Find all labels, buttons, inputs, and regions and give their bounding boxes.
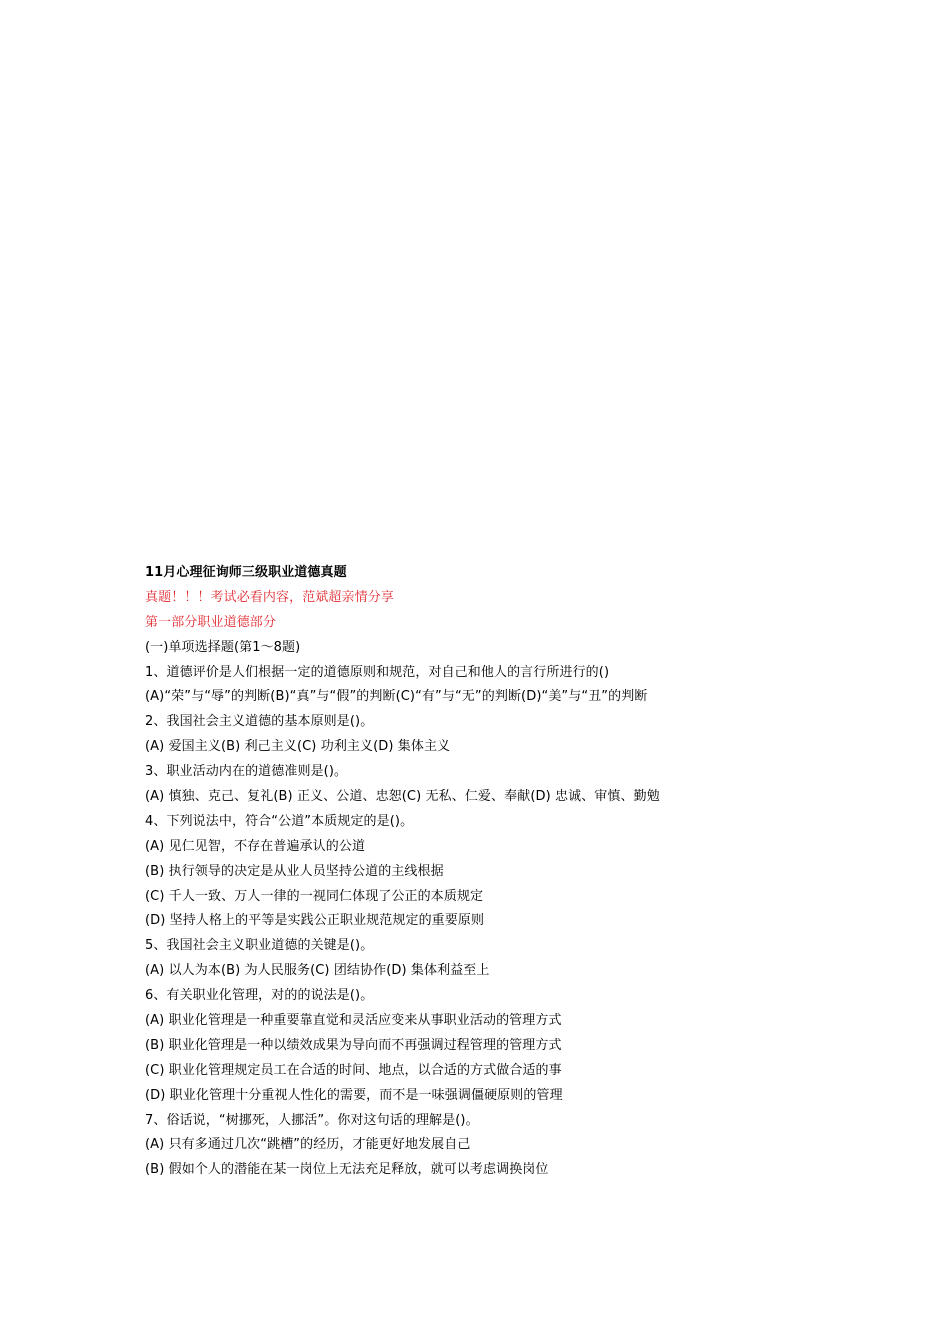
question-5-options: (A) 以人为本(B) 为人民服务(C) 团结协作(D) 集体利益至上 (145, 963, 490, 979)
question-6-option-c: (C) 职业化管理规定员工在合适的时间、地点，以合适的方式做合适的事 (145, 1062, 562, 1078)
question-4-option-b: (B) 执行领导的决定是从业人员坚持公道的主线根据 (145, 863, 444, 879)
question-6-option-a: (A) 职业化管理是一种重要靠直觉和灵活应变来从事职业活动的管理方式 (145, 1013, 562, 1029)
question-1-options: (A)“荣”与“辱”的判断(B)“真”与“假”的判断(C)“有”与“无”的判断(D)“美”与“丑”的判断 (145, 689, 648, 705)
question-1: 1、道德评价是人们根据一定的道德原则和规范，对自己和他人的言行所进行的() (145, 664, 610, 680)
question-4-option-d: (D) 坚持人格上的平等是实践公正职业规范规定的重要原则 (145, 913, 485, 929)
section-heading: 第一部分职业道德部分 (145, 614, 277, 630)
document-body (145, 561, 845, 1183)
question-7: 7、俗话说，“树挪死，人挪活”。你对这句话的理解是()。 (145, 1112, 479, 1128)
question-3: 3、职业活动内在的道德准则是()。 (145, 764, 348, 780)
question-6-option-b: (B) 职业化管理是一种以绩效成果为导向而不再强调过程管理的管理方式 (145, 1037, 562, 1053)
question-5: 5、我国社会主义职业道德的关键是()。 (145, 938, 374, 954)
text-line: (一)单项选择题(第1～8题) (145, 639, 301, 655)
question-7-option-b: (B) 假如个人的潜能在某一岗位上无法充足释放，就可以考虑调换岗位 (145, 1162, 549, 1178)
question-6: 6、有关职业化管理，对的的说法是()。 (145, 988, 374, 1004)
question-7-option-a: (A) 只有多通过几次“跳槽”的经历，才能更好地发展自己 (145, 1137, 471, 1153)
document-title: 11月心理征询师三级职业道德真题 (145, 565, 347, 580)
notice-text: 真题！！！考试必看内容，范斌超亲情分享 (145, 589, 394, 605)
question-6-option-d: (D) 职业化管理十分重视人性化的需要，而不是一味强调僵硬原则的管理 (145, 1087, 563, 1103)
question-4: 4、下列说法中，符合“公道”本质规定的是()。 (145, 813, 414, 829)
question-3-options: (A) 慎独、克己、复礼(B) 正义、公道、忠恕(C) 无私、仁爱、奉献(D) 忠诚、审慎、勤勉 (145, 789, 660, 805)
question-4-option-c: (C) 千人一致、万人一律的一视同仁体现了公正的本质规定 (145, 888, 484, 904)
question-4-option-a: (A) 见仁见智，不存在普遍承认的公道 (145, 838, 366, 854)
question-2: 2、我国社会主义道德的基本原则是()。 (145, 714, 374, 730)
question-2-options: (A) 爱国主义(B) 利己主义(C) 功利主义(D) 集体主义 (145, 739, 451, 755)
